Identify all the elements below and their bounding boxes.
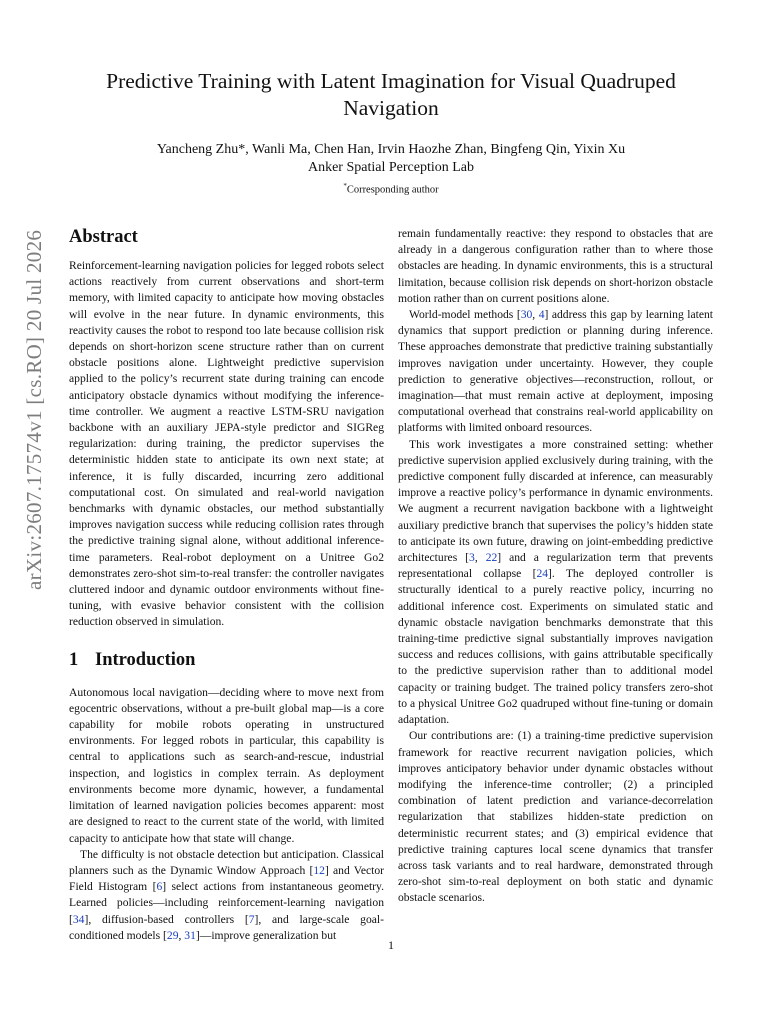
intro-paragraph-5: Our contributions are: (1) a training-time predictive supervision framework for reactive recurrent navigation policies, which improves anticipatory behavior under dynamic obstacles without modifying the inference-time controller; (2) a principled combination of latent prediction and variance-decorrelation regularization that stabilizes hidden-state prediction on deterministic recurrent states; and (3) empirical evidence that predictive training captures local scene dynamics that transfer across task variants and to real hardware, demonstrated through zero-shot sim-to-real deployment on both static and dynamic obstacle scenarios. [398,729,713,905]
corresponding-mark: * [343,182,347,190]
intro-heading [69,649,384,671]
text-span: This work investigates a more constrained setting: whether predictive supervision applied exclusively during training, with the predictive component fully discarded at inference, can measurably improve a reactive policy’s performance in dynamic environments. We augment a recurrent navigation backbone with a lightweight auxiliary predictive branch that supervises the policy’s hidden state to anticipate its own future, drawing on joint-embedding predictive architectures [ [398,437,713,565]
text-span: The difficulty is not obstacle detection but anticipation. Classical planners such as the Dynamic Window Approach [ [69,847,384,877]
text-span: ] and Vector Field Histogram [ [69,863,384,894]
citation-link[interactable]: 7 [248,912,255,926]
text-span: ]—improve generalization but [195,928,337,942]
text-span: ], diffusion-based controllers [ [84,912,249,926]
text-span: , [474,551,486,565]
text-span: ] select actions from instantaneous geometry. Learned policies—including reinforcement-learning navigation [ [69,880,384,926]
corresponding-text: Corresponding author [346,184,439,196]
right-column [398,226,713,907]
citation-link[interactable]: 4 [538,308,545,322]
text-span: World-model methods [ [409,308,521,322]
section-number: 1 [69,649,79,670]
text-span: ] address this gap by learning latent dynamics that support prediction or planning during inference. These approaches demonstrate that predictive training substantially improves navigation under uncertainty. However, they couple prediction to generative objectives—reconstruction, rollout, or imagination—that must remain active at deployment, imposing computational overhead that constrains real-world applicability on platforms with limited onboard resources. [398,308,713,435]
intro-paragraph-1: Autonomous local navigation—deciding where to move next from egocentric observations, without a pre-built global map—is a core capability for mobile robots operating in unstructured environments. For legged robots in particular, this capability is central to applications such as search-and-rescue, industrial inspection, and logistics in complex terrain. As deployment environments become more dynamic, however, a fundamental limitation of learned navigation policies becomes apparent: most are designed to react to the current state of the world, with limited capacity to anticipate how that state will change. [69,685,384,845]
abstract-heading: Abstract [69,227,138,247]
author-list: Yancheng Zhu*, Wanli Ma, Chen Han, Irvin Haozhe Zhan, Bingfeng Qin, Yixin Xu [156,142,626,157]
text-span: ]. The deployed controller is structurally identical to a purely reactive policy, incurring no additional inference cost. Experiments on simulated static and dynamic obstacle navigation benchmarks demonstrate that this training-time predictive signal substantially improves navigation success and reduces collisions, with gains attributable specifically to the predictive supervision rather than to additional model capacity or training budget. The trained policy transfers zero-shot to a physical Unitree Go2 quadruped without fine-tuning or domain adaptation. [398,567,713,727]
affiliation: Anker Spatial Perception Lab [307,160,474,175]
page-number: 1 [388,938,394,952]
citation-link[interactable]: 34 [72,912,85,926]
intro-paragraph-2-continued: remain fundamentally reactive: they respond to obstacles that are already in a dangerous configuration rather than to where those obstacles are heading. In dynamic environments, this is a structural limitation, because collision risk depends on short-horizon obstacle motion rather than on current positions alone. [398,227,713,305]
text-span: ], and large-scale goal-conditioned models [ [69,912,384,942]
text-span: , [532,308,539,322]
intro-paragraph-4 [398,437,713,729]
intro-paragraph-2 [69,847,384,944]
text-span: ] and a regularization term that prevents representational collapse [ [398,551,714,581]
citation-link[interactable]: 12 [313,863,325,877]
corresponding-note [60,180,722,197]
citation-link[interactable]: 3 [469,551,475,565]
abstract-text: Reinforcement-learning navigation policies for legged robots select actions reactively from current observations and short-term memory, with limited capacity to anticipate how moving obstacles will evolve in the near future. In dynamic environments, this reactivity causes the robot to respond too late because collision risk depends on short-horizon scene structure rather than on current obstacle positions alone. Lightweight predictive supervision applied to the policy’s recurrent state during training can encode anticipatory obstacle dynamics without modifying the inference-time controller. We augment a reactive LSTM-SRU navigation backbone with an auxiliary JEPA-style predictor and SIGReg regularization: during training, the predictor supervises the deterministic hidden state to anticipate its own next state; at inference, it is fully discarded, incurring zero additional computational cost. On simulated and real-world navigation benchmarks with dynamic obstacles, our method substantially improves navigation success while reducing collision rates through the predictive training signal alone, without additional inference-time parameters. Real-robot deployment on a Unitree Go2 demonstrates zero-shot sim-to-real transfer: the controller navigates cluttered indoor and dynamic outdoor environments without fine-tuning, with evasive behavior consistent with the collision reduction observed in simulation. [69,259,384,629]
citation-link[interactable]: 30 [520,308,533,322]
section-title: Introduction [95,649,196,670]
text-span: , [178,928,185,942]
citation-link[interactable]: 22 [485,551,498,565]
intro-paragraph-3 [398,307,713,437]
citation-link[interactable]: 31 [184,928,196,942]
paper-title: Predictive Training with Latent Imagination for Visual Quadruped Navigation [106,69,676,120]
citation-link[interactable]: 24 [536,567,549,581]
citation-link[interactable]: 6 [156,880,163,894]
arxiv-identifier: arXiv:2607.17574v1 [cs.RO] 20 Jul 2026 [22,229,46,590]
citation-link[interactable]: 29 [166,928,179,942]
left-column [69,226,384,944]
